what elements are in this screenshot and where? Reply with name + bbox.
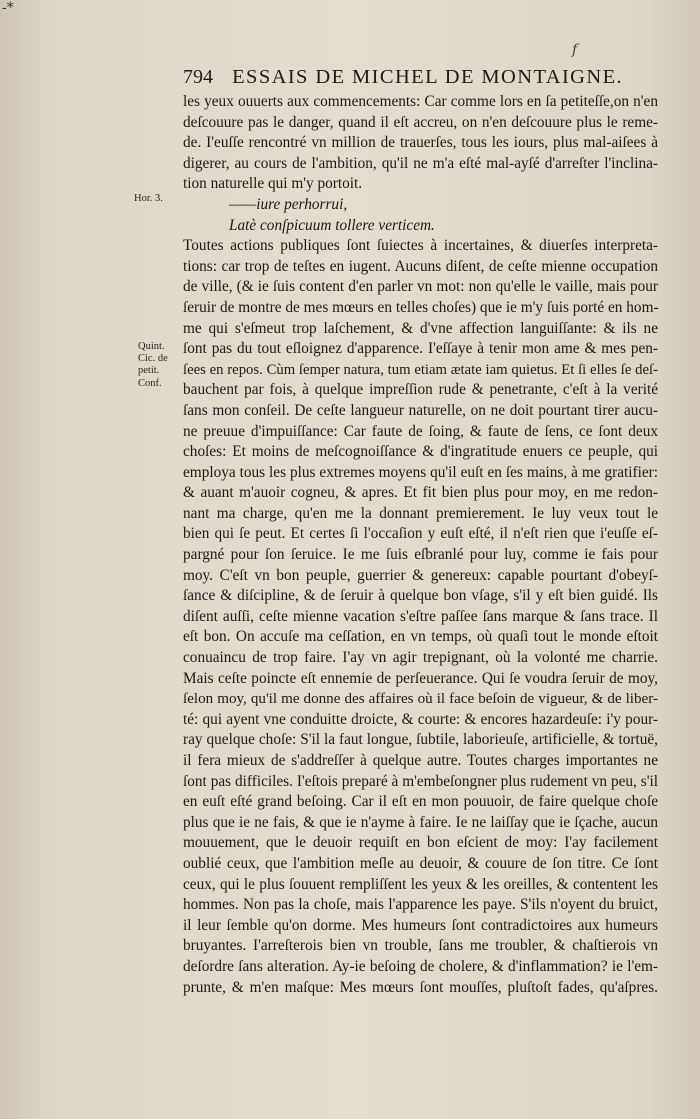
corner-mark: -* — [2, 0, 14, 16]
text-line: choſes: Et moins de meſcognoiſſance & d'ingratitude enuers ce peuple, qui — [183, 443, 658, 461]
text-line: ſees en repos. Cùm ſemper natura, tum etiam ætate iam quietus. Et ſi elles ſe deſ- — [183, 361, 658, 378]
margin-note-line: Quint. — [138, 341, 165, 352]
text-line: me qui s'eſmeut trop laſchement, & d'vne affection languiſſante: & ils ne — [183, 319, 658, 337]
page-header — [183, 66, 623, 89]
text-line: tions: car trop de teſtes en iugent. Aucuns diſent, de ceſte mienne occupation — [183, 257, 658, 275]
text-line: deſcouure pas le danger, quand il eſt accreu, on n'en deſcouure plus le reme- — [183, 113, 658, 131]
text-line: ſans mon conſeil. De ceſte langueur naturelle, on ne doit pourtant tirer aucu- — [183, 401, 658, 419]
text-line: diſent auſſi, ceſte mienne vacation s'eſtre paſſee ſans marque & ſans trace. Il — [183, 607, 658, 625]
body-text — [183, 92, 658, 998]
text-line: les yeux ouuerts aux commencements: Car comme lors en ſa petiteſſe,on n'en — [183, 93, 658, 110]
text-line: employa tous les plus extremes moyens qu'il euſt en ſes mains, à me gratifier: — [183, 463, 658, 481]
text-line: oublié ceux, que l'ambition meſle au deuoir, & couure de ſon titre. Ce ſont — [183, 854, 658, 872]
text-line: mouuement, que le deuoir requiſt en bon eſcient de moy: I'ay facilement — [183, 834, 658, 852]
margin-note-line: petit. — [138, 365, 160, 377]
text-line: ceux, qui le plus ſouuent rempliſſent les yeux & les oreilles, & contentent les — [183, 875, 658, 893]
text-line: pargné pour ſon ſeruice. Ie me ſuis eſbranlé pour luy, comme ie fais pour — [183, 546, 658, 564]
top-mark: f — [572, 42, 578, 58]
margin-note-line: Conf. — [138, 377, 162, 389]
text-line: té: qui ayent vne conduitte droicte, & courte: & encores hazardeuſe: i'y pour- — [183, 710, 658, 728]
text-line: eſt bon. On accuſe ma ceſſation, en vn temps, où quaſi tout le monde eſtoit — [183, 628, 658, 646]
text-line: prunte, & m'en maſque: Mes mœurs ſont mouſſes, pluſtoſt fades, qu'aſpres. — [183, 978, 658, 996]
text-line: ſeruir de montre de mes mœurs en telles choſes) que ie m'y ſuis porté en hom- — [183, 298, 659, 316]
text-line: tion naturelle qui m'y portoit. — [183, 175, 363, 193]
text-line: de ville, (& ie ſuis content d'en parler vn mot: non qu'elle le vaille, mais pour — [183, 278, 658, 296]
text-line: de. I'euſſe rencontré vn million de trauerſes, tous les iours, plus mal-aiſees à — [183, 134, 658, 152]
text-line: conuaincu de trop faire. I'ay vn agir trepignant, où la volonté me charrie. — [183, 649, 658, 667]
text-line: il fera mieux de s'addreſſer à quelque autre. Toutes charges importantes ne — [183, 752, 658, 769]
text-line: moy. C'eſt vn bon peuple, guerrier & genereux: capable pourtant d'obeyſ- — [183, 566, 658, 584]
verse-line: ——iure perhorrui, — [229, 195, 348, 213]
verse-line: Latè conſpicuum tollere verticem. — [229, 216, 435, 234]
text-line: il leur ſemble qu'on dorme. Mes humeurs ſont contradictoires aux humeurs — [183, 916, 658, 934]
text-line: digerer, au cours de l'ambition, qu'il ne m'a eſté mal-ayſé d'arreſter l'inclina- — [183, 154, 658, 172]
text-line: plus que ie ne fais, & que ie n'ayme à faire. Ie ne laiſſay que ie ſçache, aucun — [183, 813, 658, 831]
text-line: Toutes actions publiques ſont ſuiectes à incertaines, & diuerſes interpreta- — [183, 237, 658, 255]
text-line: ſance & diſcipline, & de ſeruir à quelque bon vſage, s'il y eſt bien guidé. Ils — [183, 587, 658, 605]
text-line: ſont pas du tout eſloignez d'apparence. I'eſſaye à tenir mon ame & mes pen- — [183, 340, 658, 358]
text-line: nant ma charge, qu'en me la donnant premierement. Ie luy veux tout le — [183, 504, 658, 522]
margin-note-hor: Hor. 3. — [134, 193, 163, 204]
text-line: ray quelque choſe: S'il la faut longue, ſubtile, laborieuſe, artificielle, & tortuë, — [183, 731, 658, 749]
text-line: deſordre ſans alteration. Ay-ie beſoing de cholere, & d'inflammation? ie l'em- — [183, 957, 658, 975]
text-line: en euſt eſté grand beſoing. Car il eſt en mon pouuoir, de faire quelque choſe — [183, 793, 658, 811]
text-line: bien qui ſe peut. Et certes ſi l'occaſion y euſt eſté, il n'eſt rien que i'euſſe eſ- — [183, 525, 658, 543]
text-line: ſont pas difficiles. I'eſtois preparé à m'embeſongner plus rudement vn peu, s'il — [183, 772, 658, 790]
text-line: ne preuue d'impuiſſance: Car faute de ſoing, & faute de ſens, ce ſont deux — [183, 422, 658, 440]
margin-note-quint — [138, 341, 168, 390]
text-line: ſelon moy, qu'il me donne des affaires où il face beſoin de vigueur, & de liber- — [183, 691, 658, 708]
text-line: & auant m'auoir cogneu, & apres. Et fit bien plus pour moy, en me redon- — [183, 484, 658, 502]
margin-note-line: Cic. de — [138, 353, 168, 365]
text-line: Mais ceſte poincte eſt ennemie de perſeuerance. Qui ſe voudra ſeruir de moy, — [183, 669, 658, 687]
text-line: hommes. Non pas la choſe, mais l'apparence les paye. S'ils n'oyent du bruict, — [183, 896, 658, 914]
page-number: 794 — [183, 66, 213, 88]
running-title: ESSAIS DE MICHEL DE MONTAIGNE. — [232, 66, 624, 88]
text-line: bauchent par fois, à quelque impreſſion rude & penetrante, c'eſt à la verité — [183, 381, 658, 399]
text-line: bruyantes. I'arreſterois bien vn trouble, ſans me troubler, & chaſtierois vn — [183, 937, 658, 955]
